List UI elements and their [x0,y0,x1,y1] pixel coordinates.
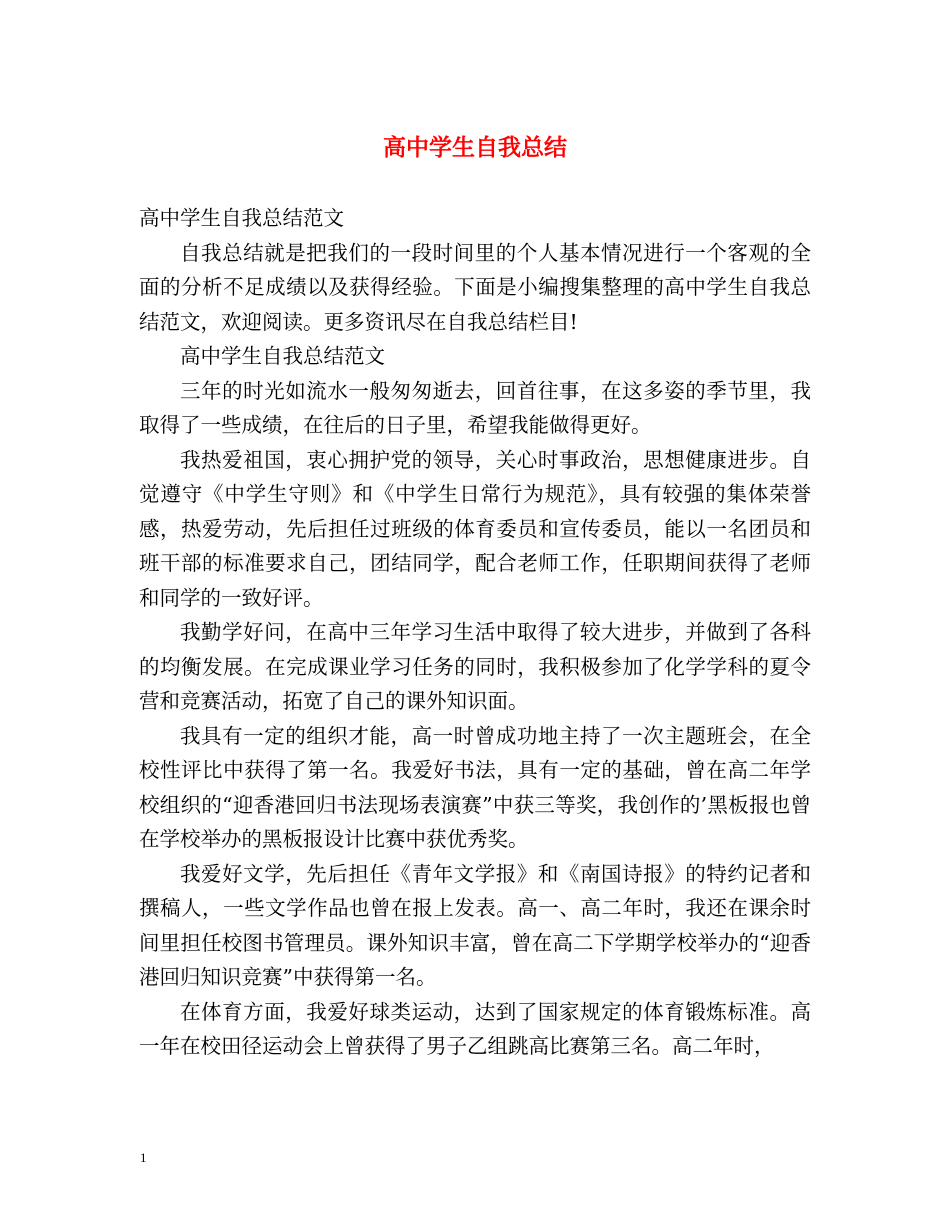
section-heading-paragraph: 高中学生自我总结范文 [180,344,385,368]
body-paragraph: 在体育方面，我爱好球类运动，达到了国家规定的体育锻炼标准。高一年在校田径运动会上曾获得了男子乙组跳高比赛第三名。高二年时， [139,999,811,1058]
body-paragraph: 我爱好文学，先后担任《青年文学报》和《南国诗报》的特约记者和撰稿人，一些文学作品也曾在报上发表。高一、高二年时，我还在课余时间里担任校图书管理员。课外知识丰富，曾在高二下学期学校举办的“迎香港回归知识竞赛”中获得第一名。 [139,861,811,989]
body-paragraph: 我勤学好问，在高中三年学习生活中取得了较大进步，并做到了各科的均衡发展。在完成课业学习任务的同时，我积极参加了化学学科的夏令营和竞赛活动，拓宽了自己的课外知识面。 [139,620,811,713]
body-paragraph: 自我总结就是把我们的一段时间里的个人基本情况进行一个客观的全面的分析不足成绩以及获得经验。下面是小编搜集整理的高中学生自我总结范文，欢迎阅读。更多资讯尽在自我总结栏目! [139,240,811,334]
document-title: 高中学生自我总结 [383,134,567,161]
subtitle-paragraph: 高中学生自我总结范文 [139,206,344,230]
body-paragraph: 三年的时光如流水一般匆匆逝去，回首往事，在这多姿的季节里，我取得了一些成绩，在往后的日子里，希望我能做得更好。 [139,378,811,437]
body-paragraph: 我热爱祖国，衷心拥护党的领导，关心时事政治，思想健康进步。自觉遵守《中学生守则》和《中学生日常行为规范》，具有较强的集体荣誉感，热爱劳动，先后担任过班级的体育委员和宣传委员，能以一名团员和班干部的标准要求自己，团结同学，配合老师工作，任职期间获得了老师和同学的一致好评。 [139,447,811,610]
page-number: 1 [140,1150,147,1165]
document-body [139,201,811,1064]
body-paragraph: 我具有一定的组织才能，高一时曾成功地主持了一次主题班会，在全校性评比中获得了第一名。我爱好书法，具有一定的基础，曾在高二年学校组织的“迎香港回归书法现场表演赛”中获三等奖，我创作的’黑板报也曾在学校举办的黑板报设计比赛中获优秀奖。 [139,723,811,851]
